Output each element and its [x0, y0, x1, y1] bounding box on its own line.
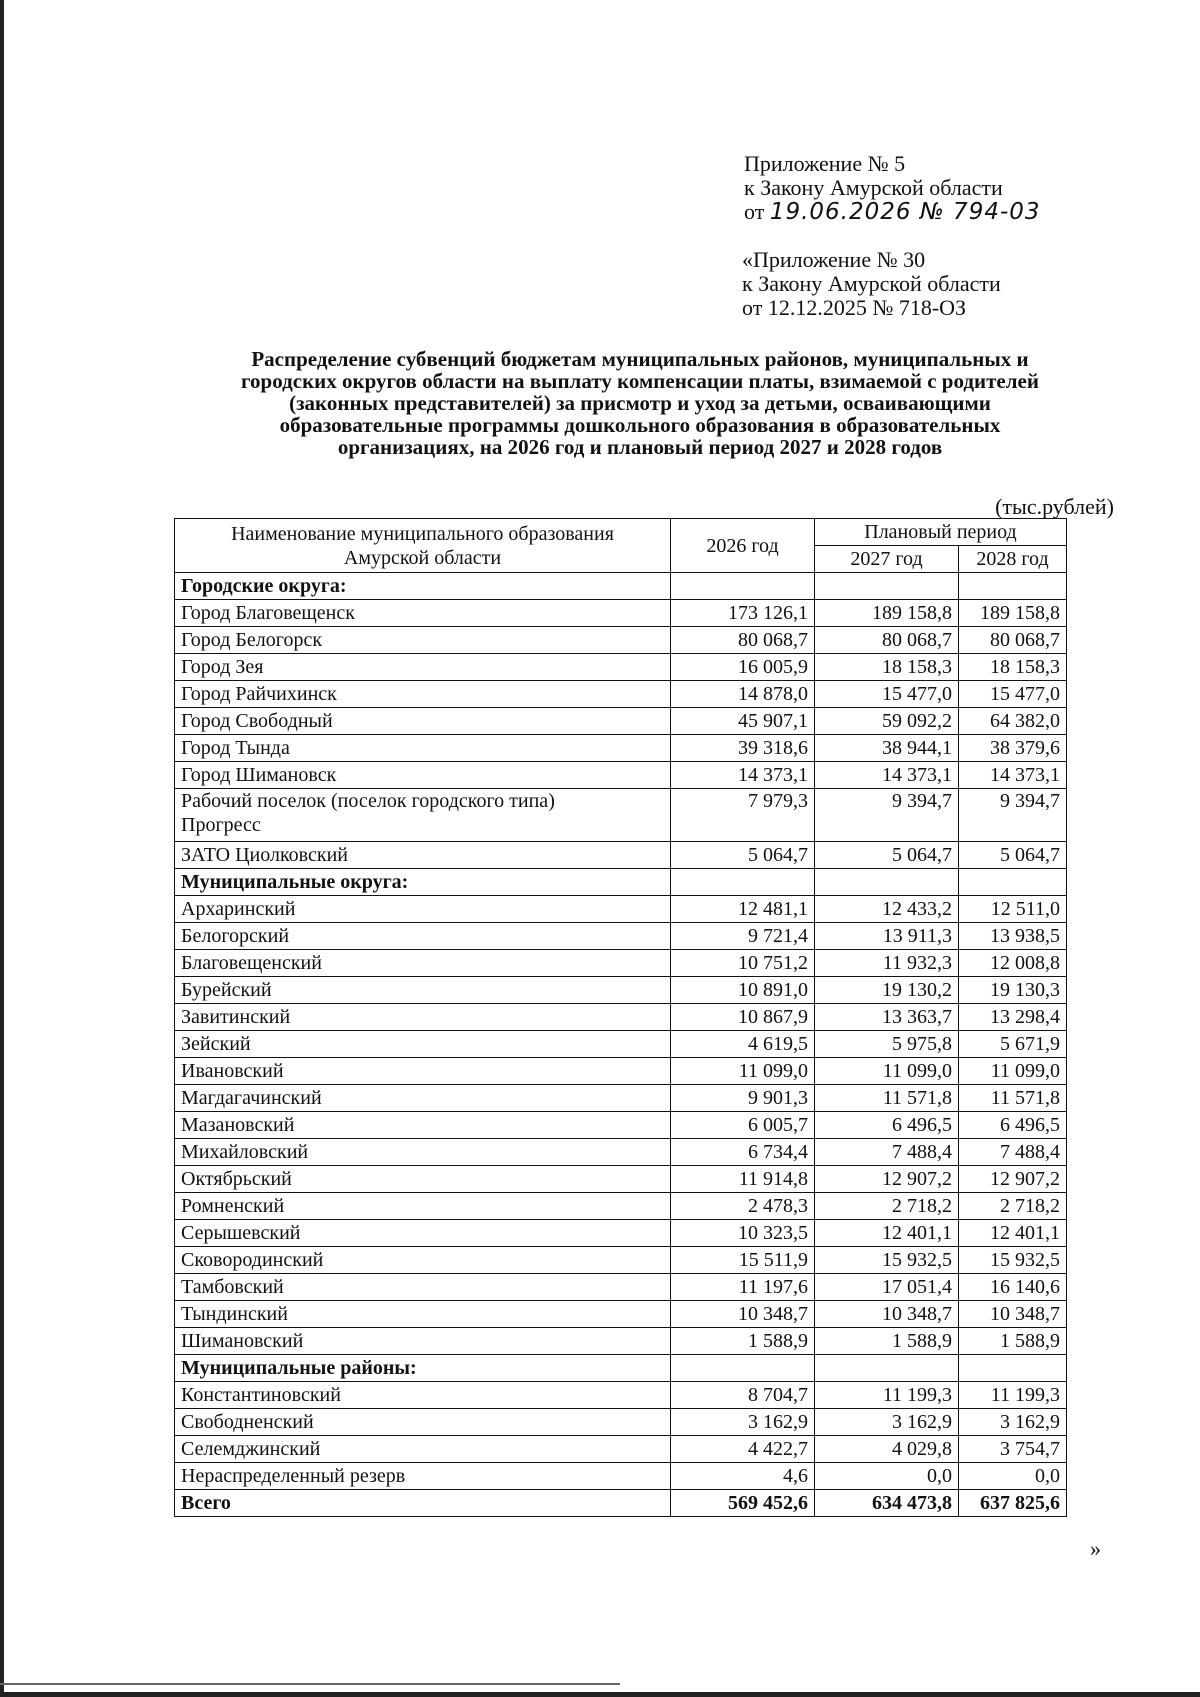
title-line: организациях, на 2026 год и плановый период 2027 и 2028 годов — [337, 435, 943, 459]
value-2026: 9 721,4 — [671, 923, 815, 950]
row-name: Город Белогорск — [175, 627, 671, 654]
row-name-line: Прогресс — [181, 814, 261, 836]
row-name: Архаринский — [175, 896, 671, 923]
value-2027: 13 363,7 — [815, 1004, 959, 1031]
table-row — [175, 1004, 1067, 1031]
value-2026: 10 348,7 — [671, 1301, 815, 1328]
table-row — [175, 627, 1067, 654]
value-2026: 3 162,9 — [671, 1409, 815, 1436]
table-row — [175, 1031, 1067, 1058]
table-row — [175, 762, 1067, 789]
units-label: (тыс.рублей) — [995, 494, 1114, 519]
row-name: Зейский — [175, 1031, 671, 1058]
value-2028: 12 008,8 — [959, 950, 1067, 977]
row-name: Октябрьский — [175, 1166, 671, 1193]
row-name: Белогорский — [175, 923, 671, 950]
scan-edge-left — [0, 0, 4, 1697]
section-label: Городские округа: — [175, 573, 671, 600]
closing-quote: » — [1090, 1536, 1101, 1561]
value-2028: 12 401,1 — [959, 1220, 1067, 1247]
table-row — [175, 1139, 1067, 1166]
value-2027: 11 571,8 — [815, 1085, 959, 1112]
table-row — [175, 896, 1067, 923]
row-name: Селемджинский — [175, 1436, 671, 1463]
value-2027: 5 975,8 — [815, 1031, 959, 1058]
value-2028: 12 511,0 — [959, 896, 1067, 923]
value-2026: 6 734,4 — [671, 1139, 815, 1166]
value-2028: 1 588,9 — [959, 1328, 1067, 1355]
table-row — [175, 654, 1067, 681]
value-2027: 0,0 — [815, 1463, 959, 1490]
previous-appendix-date: от 12.12.2025 № 718-ОЗ — [742, 295, 967, 320]
row-name: Сковородинский — [175, 1247, 671, 1274]
value-2026: 10 891,0 — [671, 977, 815, 1004]
row-name: Тамбовский — [175, 1274, 671, 1301]
row-name: Шимановский — [175, 1328, 671, 1355]
row-name-line: Рабочий поселок (поселок городского типа) — [181, 790, 555, 812]
value-2026: 16 005,9 — [671, 654, 815, 681]
value-2028: 7 488,4 — [959, 1139, 1067, 1166]
row-name: Город Благовещенск — [175, 600, 671, 627]
value-2026: 39 318,6 — [671, 735, 815, 762]
value-2026: 10 751,2 — [671, 950, 815, 977]
table-row — [175, 1247, 1067, 1274]
table-row — [175, 1463, 1067, 1490]
table-row — [175, 789, 1067, 842]
appendix-number: Приложение № 5 — [744, 151, 906, 176]
table-row — [175, 1409, 1067, 1436]
value-2026: 10 867,9 — [671, 1004, 815, 1031]
value-2028: 2 718,2 — [959, 1193, 1067, 1220]
value-2028: 189 158,8 — [959, 600, 1067, 627]
value-2028: 11 571,8 — [959, 1085, 1067, 1112]
value-2026: 14 878,0 — [671, 681, 815, 708]
value-2027: 12 433,2 — [815, 896, 959, 923]
table-row — [175, 1085, 1067, 1112]
row-name: Серышевский — [175, 1220, 671, 1247]
header-name-line: Амурской области — [343, 546, 502, 569]
title-line: образовательные программы дошкольного образования в образовательных — [279, 413, 1001, 437]
row-name: Нераспределенный резерв — [175, 1463, 671, 1490]
table-row — [175, 1382, 1067, 1409]
value-2026: 4 619,5 — [671, 1031, 815, 1058]
scan-edge-bottom — [0, 1692, 1200, 1697]
table-row — [175, 1058, 1067, 1085]
document-title — [170, 348, 1110, 458]
section-label: Муниципальные районы: — [175, 1355, 671, 1382]
value-2026: 4,6 — [671, 1463, 815, 1490]
header-2026: 2026 год — [671, 519, 815, 573]
value-2028: 11 199,3 — [959, 1382, 1067, 1409]
value-2028: 3 162,9 — [959, 1409, 1067, 1436]
row-name — [175, 789, 671, 842]
row-name: Магдагачинский — [175, 1085, 671, 1112]
value-2027: 2 718,2 — [815, 1193, 959, 1220]
header-name — [175, 519, 671, 573]
value-2026: 173 126,1 — [671, 600, 815, 627]
section-row-city — [175, 573, 1067, 600]
table-row — [175, 950, 1067, 977]
table-row — [175, 708, 1067, 735]
value-2026: 6 005,7 — [671, 1112, 815, 1139]
title-line: Распределение субвенций бюджетам муниципальных районов, муниципальных и — [251, 347, 1029, 371]
row-name: Ивановский — [175, 1058, 671, 1085]
value-2028: 0,0 — [959, 1463, 1067, 1490]
value-2027: 10 348,7 — [815, 1301, 959, 1328]
value-2028: 9 394,7 — [959, 789, 1067, 842]
table-row — [175, 842, 1067, 869]
table-row — [175, 1112, 1067, 1139]
table-row — [175, 1274, 1067, 1301]
subvention-table — [174, 518, 1067, 1517]
table-row — [175, 923, 1067, 950]
section-row-okrug — [175, 869, 1067, 896]
row-name: Всего — [175, 1490, 671, 1517]
previous-appendix-law: к Закону Амурской области — [742, 271, 1001, 296]
value-2028: 64 382,0 — [959, 708, 1067, 735]
row-name: Город Шимановск — [175, 762, 671, 789]
value-2027: 11 199,3 — [815, 1382, 959, 1409]
value-2028: 14 373,1 — [959, 762, 1067, 789]
row-name: Благовещенский — [175, 950, 671, 977]
value-2026: 11 197,6 — [671, 1274, 815, 1301]
row-name: Город Тында — [175, 735, 671, 762]
value-2028: 15 477,0 — [959, 681, 1067, 708]
value-2026: 9 901,3 — [671, 1085, 815, 1112]
appendix-date-prefix: от — [744, 199, 765, 224]
value-2026: 45 907,1 — [671, 708, 815, 735]
value-2028: 18 158,3 — [959, 654, 1067, 681]
value-2028: 11 099,0 — [959, 1058, 1067, 1085]
appendix-law: к Закону Амурской области — [744, 175, 1003, 200]
value-2026: 1 588,9 — [671, 1328, 815, 1355]
value-2027: 9 394,7 — [815, 789, 959, 842]
row-name: Мазановский — [175, 1112, 671, 1139]
previous-appendix-number: «Приложение № 30 — [742, 247, 926, 272]
table-row — [175, 1328, 1067, 1355]
value-2028: 38 379,6 — [959, 735, 1067, 762]
appendix-date — [744, 200, 1041, 224]
value-2026: 11 914,8 — [671, 1166, 815, 1193]
title-line: городских округов области на выплату компенсации платы, взимаемой с родителей — [241, 369, 1039, 393]
row-name: Свободненский — [175, 1409, 671, 1436]
value-2028: 16 140,6 — [959, 1274, 1067, 1301]
value-2027: 1 588,9 — [815, 1328, 959, 1355]
value-2026: 10 323,5 — [671, 1220, 815, 1247]
title-line: (законных представителей) за присмотр и уход за детьми, осваивающими — [289, 391, 991, 415]
value-2027: 12 401,1 — [815, 1220, 959, 1247]
scan-line-bottom — [0, 1683, 620, 1685]
value-2026: 12 481,1 — [671, 896, 815, 923]
row-name: Город Райчихинск — [175, 681, 671, 708]
value-2026: 8 704,7 — [671, 1382, 815, 1409]
handwritten-date-number: 19.06.2026 № 794-03 — [769, 199, 1041, 225]
value-2026: 14 373,1 — [671, 762, 815, 789]
section-row-rayon — [175, 1355, 1067, 1382]
value-2027: 59 092,2 — [815, 708, 959, 735]
value-2027: 15 477,0 — [815, 681, 959, 708]
table-row — [175, 1490, 1067, 1517]
row-name: Город Зея — [175, 654, 671, 681]
value-2027: 6 496,5 — [815, 1112, 959, 1139]
header-plan-period: Плановый период — [815, 519, 1067, 546]
value-2028: 5 671,9 — [959, 1031, 1067, 1058]
table-row — [175, 681, 1067, 708]
value-2027: 14 373,1 — [815, 762, 959, 789]
value-2028: 13 298,4 — [959, 1004, 1067, 1031]
value-2028: 80 068,7 — [959, 627, 1067, 654]
value-2028: 12 907,2 — [959, 1166, 1067, 1193]
value-2027: 17 051,4 — [815, 1274, 959, 1301]
value-2026: 4 422,7 — [671, 1436, 815, 1463]
value-2026: 11 099,0 — [671, 1058, 815, 1085]
value-2027: 7 488,4 — [815, 1139, 959, 1166]
appendix-header — [744, 152, 1041, 224]
value-2027: 189 158,8 — [815, 600, 959, 627]
table-row — [175, 1193, 1067, 1220]
header-2027: 2027 год — [815, 546, 959, 573]
row-name: ЗАТО Циолковский — [175, 842, 671, 869]
value-2027: 13 911,3 — [815, 923, 959, 950]
table-row — [175, 1301, 1067, 1328]
value-2028: 10 348,7 — [959, 1301, 1067, 1328]
row-name: Михайловский — [175, 1139, 671, 1166]
value-2027: 634 473,8 — [815, 1490, 959, 1517]
row-name: Город Свободный — [175, 708, 671, 735]
value-2026: 569 452,6 — [671, 1490, 815, 1517]
value-2027: 11 932,3 — [815, 950, 959, 977]
value-2026: 7 979,3 — [671, 789, 815, 842]
value-2027: 38 944,1 — [815, 735, 959, 762]
value-2027: 18 158,3 — [815, 654, 959, 681]
value-2028: 19 130,3 — [959, 977, 1067, 1004]
value-2026: 2 478,3 — [671, 1193, 815, 1220]
previous-appendix-header — [742, 248, 1001, 320]
value-2028: 13 938,5 — [959, 923, 1067, 950]
value-2027: 3 162,9 — [815, 1409, 959, 1436]
value-2028: 637 825,6 — [959, 1490, 1067, 1517]
value-2028: 15 932,5 — [959, 1247, 1067, 1274]
table-row — [175, 735, 1067, 762]
value-2027: 11 099,0 — [815, 1058, 959, 1085]
table-row — [175, 977, 1067, 1004]
row-name: Константиновский — [175, 1382, 671, 1409]
value-2026: 5 064,7 — [671, 842, 815, 869]
row-name: Ромненский — [175, 1193, 671, 1220]
value-2027: 80 068,7 — [815, 627, 959, 654]
value-2027: 15 932,5 — [815, 1247, 959, 1274]
row-name: Завитинский — [175, 1004, 671, 1031]
value-2027: 4 029,8 — [815, 1436, 959, 1463]
value-2028: 3 754,7 — [959, 1436, 1067, 1463]
table-row — [175, 1166, 1067, 1193]
row-name: Бурейский — [175, 977, 671, 1004]
header-2028: 2028 год — [959, 546, 1067, 573]
value-2026: 15 511,9 — [671, 1247, 815, 1274]
table-row — [175, 600, 1067, 627]
value-2027: 12 907,2 — [815, 1166, 959, 1193]
section-label: Муниципальные округа: — [175, 869, 671, 896]
table-row — [175, 1436, 1067, 1463]
value-2028: 6 496,5 — [959, 1112, 1067, 1139]
value-2028: 5 064,7 — [959, 842, 1067, 869]
header-name-line: Наименование муниципального образования — [231, 522, 614, 545]
row-name: Тындинский — [175, 1301, 671, 1328]
table-row — [175, 1220, 1067, 1247]
value-2026: 80 068,7 — [671, 627, 815, 654]
value-2027: 19 130,2 — [815, 977, 959, 1004]
value-2027: 5 064,7 — [815, 842, 959, 869]
